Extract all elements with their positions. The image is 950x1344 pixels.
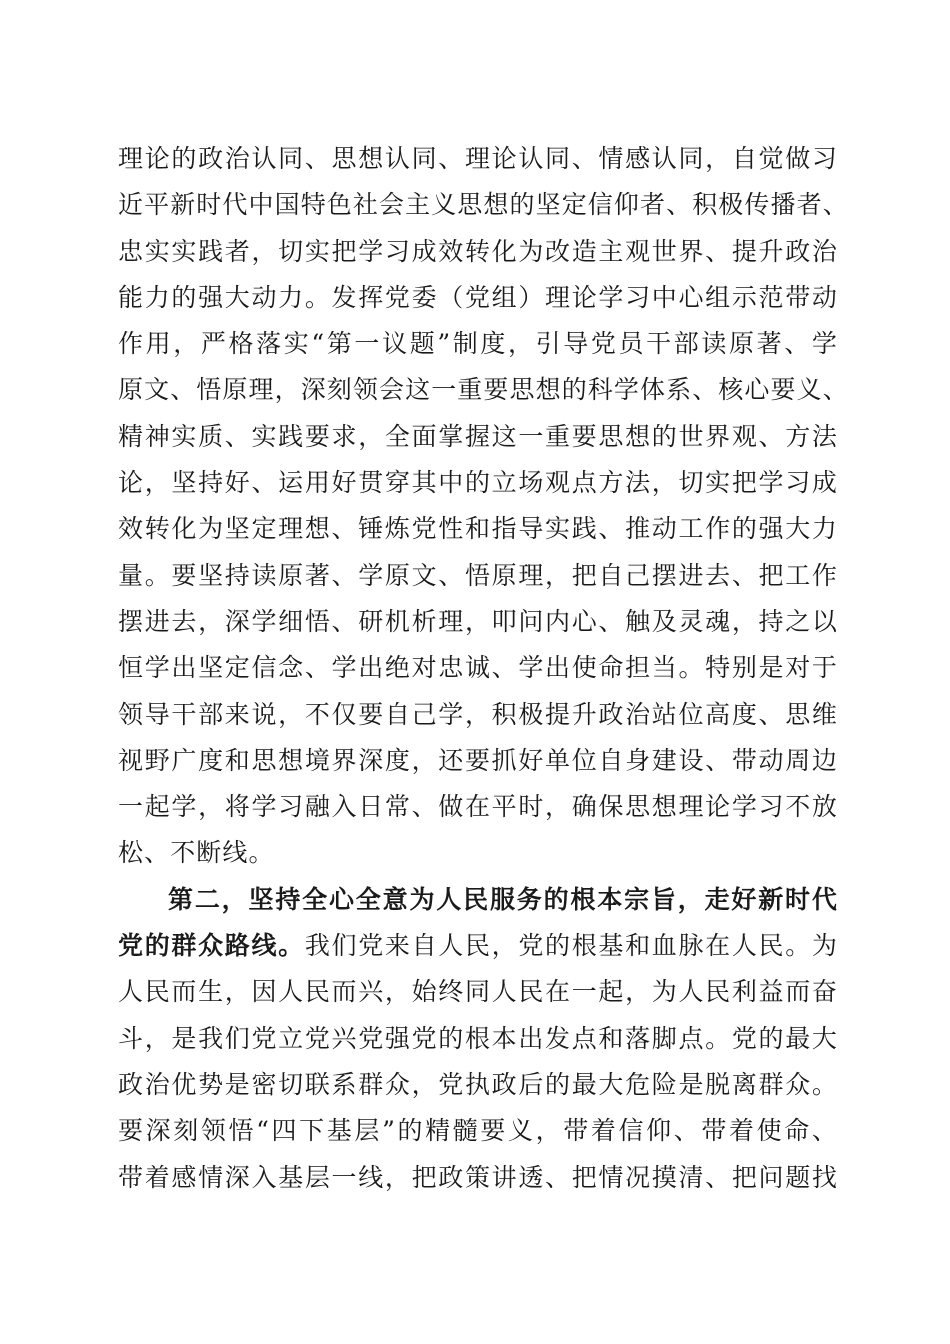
text-line: 带着感情深入基层一线，把政策讲透、把情况摸清、把问题找 <box>118 1162 838 1192</box>
body-text <box>118 136 849 1201</box>
text-line: 论，坚持好、运用好贯穿其中的立场观点方法，切实把学习成 <box>118 468 838 498</box>
text-line: 政治优势是密切联系群众，党执政后的最大危险是脱离群众。 <box>118 1069 838 1099</box>
text-line: 原文、悟原理，深刻领会这一重要思想的科学体系、核心要义、 <box>118 375 849 405</box>
text-line: 视野广度和思想境界深度，还要抓好单位自身建设、带动周边 <box>118 745 838 775</box>
text-line: 斗，是我们党立党兴党强党的根本出发点和落脚点。党的最大 <box>118 1023 838 1053</box>
paragraph-2 <box>118 877 838 1201</box>
section-heading-tail: 党的群众路线。 <box>118 931 305 961</box>
text-line <box>118 923 838 969</box>
text-line: 作用，严格落实“第一议题”制度，引导党员干部读原著、学 <box>118 329 838 359</box>
text-line: 忠实实践者，切实把学习成效转化为改造主观世界、提升政治 <box>118 236 838 266</box>
text-line: 能力的强大动力。发挥党委（党组）理论学习中心组示范带动 <box>118 282 838 312</box>
section-heading-line: 第二，坚持全心全意为人民服务的根本宗旨，走好新时代 <box>168 884 838 914</box>
text-line: 要深刻领悟“四下基层”的精髓要义，带着信仰、带着使命、 <box>118 1116 838 1146</box>
text-line: 近平新时代中国特色社会主义思想的坚定信仰者、积极传播者、 <box>118 190 849 220</box>
text-line: 人民而生，因人民而兴，始终同人民在一起，为人民利益而奋 <box>118 977 838 1007</box>
text-line-rest: 我们党来自人民，党的根基和血脉在人民。为 <box>304 931 838 961</box>
text-line: 松、不断线。 <box>118 838 275 868</box>
paragraph-1 <box>118 136 849 877</box>
text-line: 摆进去，深学细悟、研机析理，叩问内心、触及灵魂，持之以 <box>118 606 838 636</box>
text-line: 量。要坚持读原著、学原文、悟原理，把自己摆进去、把工作 <box>118 560 838 590</box>
text-line: 理论的政治认同、思想认同、理论认同、情感认同，自觉做习 <box>118 144 838 173</box>
text-line: 恒学出坚定信念、学出绝对忠诚、学出使命担当。特别是对于 <box>118 653 838 683</box>
text-line: 效转化为坚定理想、锤炼党性和指导实践、推动工作的强大力 <box>118 514 838 544</box>
text-line: 一起学，将学习融入日常、做在平时，确保思想理论学习不放 <box>118 792 838 822</box>
text-line: 领导干部来说，不仅要自己学，积极提升政治站位高度、思维 <box>118 699 838 729</box>
text-line: 精神实质、实践要求，全面掌握这一重要思想的世界观、方法 <box>118 421 838 451</box>
